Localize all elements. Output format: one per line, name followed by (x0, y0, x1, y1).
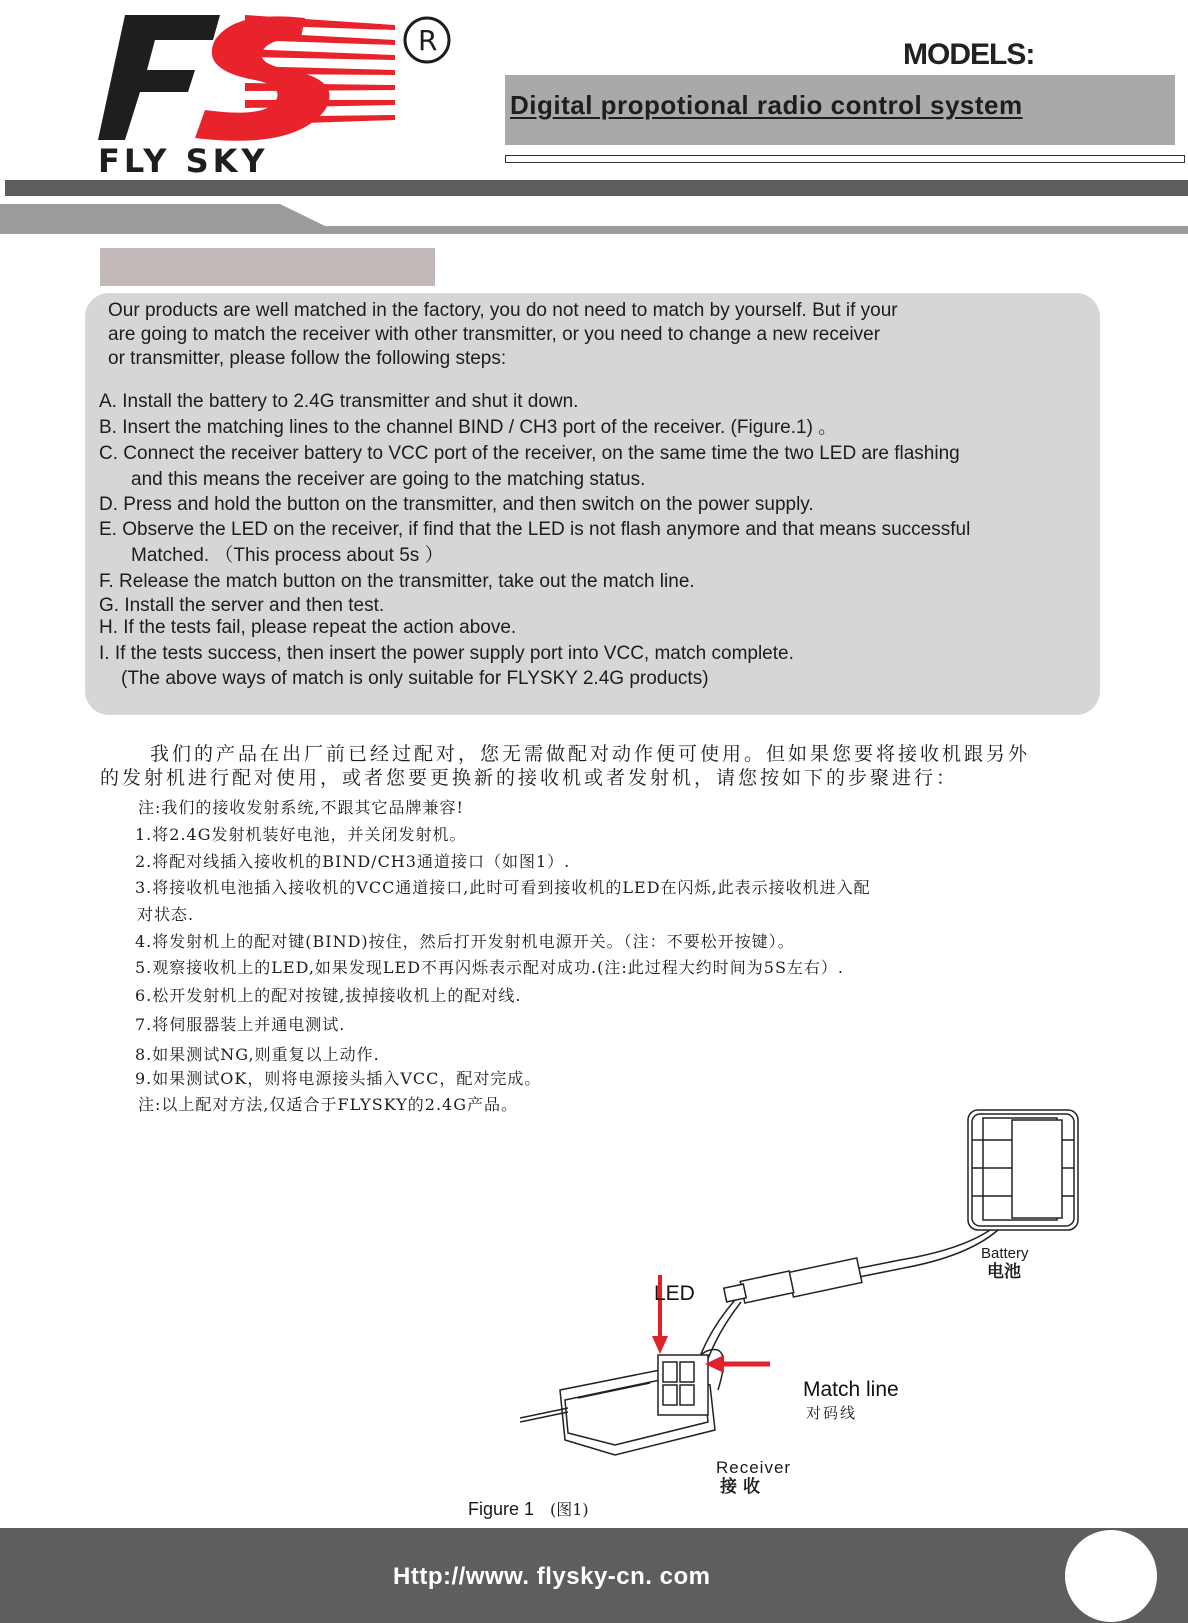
english-step: D. Press and hold the button on the transmitter, and then switch on the power supply. (99, 494, 814, 515)
chinese-step: 5.观察接收机上的LED,如果发现LED不再闪烁表示配对成功.(注:此过程大约时间为5S左右）. (135, 958, 844, 977)
english-step: A. Install the battery to 2.4G transmitter and shut it down. (99, 391, 579, 412)
chinese-intro-line: 我们的产品在出厂前已经过配对，您无需做配对动作便可使用。但如果您要将接收机跟另外 (150, 743, 1031, 765)
svg-text:R: R (418, 24, 438, 57)
chinese-step: 9.如果测试OK，则将电源接头插入VCC，配对完成。 (135, 1069, 542, 1088)
battery-label-cn: 电池 (987, 1262, 1021, 1282)
english-step: F. Release the match button on the transmitter, take out the match line. (99, 571, 695, 592)
english-step: (The above ways of match is only suitable for FLYSKY 2.4G products) (121, 668, 709, 689)
chinese-intro-line: 的发射机进行配对使用，或者您要更换新的接收机或者发射机，请您按如下的步聚进行： (100, 767, 959, 789)
english-step: I. If the tests success, then insert the power supply port into VCC, match complete. (99, 643, 794, 664)
flysky-logo (95, 10, 475, 175)
receiver-drawing (520, 1355, 715, 1455)
chinese-step: 1.将2.4G发射机装好电池，并关闭发射机。 (135, 825, 467, 844)
section-band (0, 204, 1188, 244)
figure-caption-cn: (图1) (550, 1500, 589, 1519)
chinese-step: 6.松开发射机上的配对按键,拔掉接收机上的配对线. (135, 986, 522, 1005)
battery-pack-drawing (968, 1110, 1078, 1230)
english-step: B. Insert the matching lines to the channel BIND / CH3 port of the receiver. (Figure.1) 。 (99, 417, 838, 438)
receiver-label: Receiver (716, 1458, 792, 1477)
english-step: Matched. （This process about 5s ） (131, 545, 444, 566)
chinese-step: 2.将配对线插入接收机的BIND/CH3通道接口（如图1）. (135, 852, 571, 871)
section-title-box (100, 248, 435, 286)
header-rule (505, 155, 1185, 163)
document-title: Digital propotional radio control system (510, 90, 1023, 120)
chinese-step: 7.将伺服器装上并通电测试. (135, 1015, 346, 1034)
models-label: MODELS: (903, 38, 1035, 71)
english-intro-line: or transmitter, please follow the following steps: (108, 348, 507, 369)
english-step: and this means the receiver are going to the matching status. (131, 469, 646, 490)
chinese-step: 注:以上配对方法,仅适合于FLYSKY的2.4G产品。 (138, 1095, 519, 1114)
english-step: H. If the tests fail, please repeat the action above. (99, 617, 517, 638)
english-step: E. Observe the LED on the receiver, if find that the LED is not flash anymore and that means successful (99, 519, 971, 540)
english-intro-line: Our products are well matched in the factory, you do not need to match by yourself. But if your (108, 300, 898, 321)
english-step: G. Install the server and then test. (99, 595, 385, 616)
logo-text: FLY SKY (98, 142, 269, 175)
english-intro-line: are going to match the receiver with other transmitter, or you need to change a new receiver (108, 324, 881, 345)
chinese-step: 对状态. (137, 905, 195, 924)
receiver-matching-figure (520, 1100, 1100, 1500)
receiver-label-cn: 接收 (720, 1477, 766, 1497)
website-link[interactable]: Http://www. flysky-cn. com (393, 1563, 711, 1590)
match-line-label: Match line (803, 1378, 899, 1401)
english-step: C. Connect the receiver battery to VCC port of the receiver, on the same time the two LED are flashing (99, 443, 960, 464)
battery-label: Battery (981, 1245, 1029, 1262)
chinese-step: 注:我们的接收发射系统,不跟其它品牌兼容! (138, 798, 464, 817)
chinese-step: 3.将接收机电池插入接收机的VCC通道接口,此时可看到接收机的LED在闪烁,此表示接收机进入配 (135, 878, 871, 897)
page-number-circle (1065, 1530, 1157, 1622)
header-band (5, 180, 1188, 196)
led-label: LED (654, 1282, 695, 1305)
chinese-step: 8.如果测试NG,则重复以上动作. (135, 1045, 380, 1064)
chinese-step: 4.将发射机上的配对键(BIND)按住，然后打开发射机电源开关。（注：不要松开按键）。 (135, 932, 795, 951)
match-line-label-cn: 对码线 (806, 1404, 858, 1422)
figure-caption: Figure 1 (468, 1499, 535, 1519)
